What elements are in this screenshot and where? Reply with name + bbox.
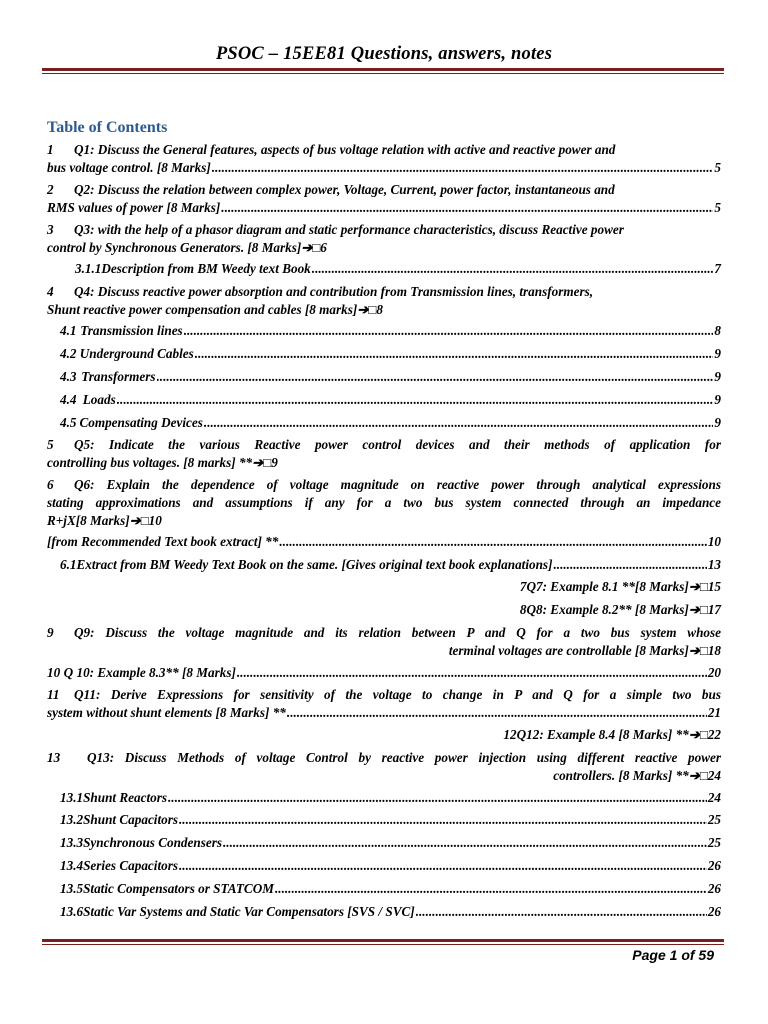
arrow-icon: ➔ bbox=[688, 643, 700, 658]
toc-page-number: 6 bbox=[320, 240, 327, 255]
toc-entry-13-2[interactable] bbox=[60, 811, 721, 829]
toc-entry-text: Q11: Derive Expressions for sensitivity of the voltage to change in P and Q for a simple two bus bbox=[74, 687, 721, 702]
toc-entry-2[interactable] bbox=[47, 181, 721, 217]
toc-entry-text: Q1: Discuss the General features, aspects of bus voltage relation with active and reactive power and bbox=[74, 142, 616, 157]
toc-entry-11[interactable] bbox=[47, 686, 721, 722]
toc-entry-number: 4.2 bbox=[60, 346, 77, 361]
toc-entry-number: 13.4 bbox=[60, 858, 84, 873]
footer-rule bbox=[42, 939, 724, 942]
toc-entry-text: Q6: Explain the dependence of voltage magnitude on reactive power through analytical expressions bbox=[74, 477, 721, 492]
box-glyph-icon: □ bbox=[368, 302, 377, 317]
toc-page-number: 9 bbox=[714, 415, 721, 430]
dot-leader bbox=[275, 880, 707, 898]
toc-entry-text: Transmission lines bbox=[80, 323, 183, 338]
toc-entry-text: bus voltage control. [8 Marks] bbox=[47, 160, 211, 175]
toc-entry-13-3[interactable] bbox=[60, 834, 721, 852]
box-glyph-icon: □ bbox=[699, 643, 708, 658]
toc-entry-number: 4.5 bbox=[60, 415, 77, 430]
toc-page-number: 15 bbox=[707, 579, 721, 594]
box-glyph-icon: □ bbox=[699, 768, 708, 783]
toc-entry-1[interactable] bbox=[47, 141, 721, 177]
toc-page-number: 9 bbox=[271, 455, 278, 470]
toc-entry-number: 13.1 bbox=[60, 790, 84, 805]
toc-entry-number: 13.6 bbox=[60, 904, 84, 919]
dot-leader bbox=[157, 368, 714, 386]
toc-entry-number: 6 bbox=[47, 477, 54, 492]
toc-entry-text: Q2: Discuss the relation between complex power, Voltage, Current, power factor, instantaneous and bbox=[74, 182, 615, 197]
toc-entry-number: 11 bbox=[47, 687, 60, 702]
toc-entry-text: R+jX[8 Marks] bbox=[47, 513, 130, 528]
toc-entry-text: Q12: Example 8.4 [8 Marks] ** bbox=[516, 727, 689, 742]
toc-page-number: 18 bbox=[707, 643, 721, 658]
toc-entry-text: Shunt Capacitors bbox=[83, 812, 178, 827]
toc-page-number: 5 bbox=[714, 200, 721, 215]
toc-entry-number: 4.3 bbox=[60, 369, 77, 384]
toc-entry-text: control by Synchronous Generators. [8 Marks] bbox=[47, 240, 302, 255]
toc-page-number: 22 bbox=[707, 727, 721, 742]
toc-entry-13-5[interactable] bbox=[60, 880, 721, 898]
arrow-icon: ➔ bbox=[688, 727, 700, 742]
toc-entry-text: Static Var Systems and Static Var Compensators [SVS / SVC] bbox=[83, 904, 415, 919]
toc-page-number: 5 bbox=[714, 160, 721, 175]
toc-entry-text: Underground Cables bbox=[79, 346, 194, 361]
toc-page-number: 20 bbox=[707, 665, 721, 680]
toc-entry-12[interactable] bbox=[47, 726, 721, 744]
toc-entry-3[interactable] bbox=[47, 221, 721, 257]
toc-entry-text: Loads bbox=[82, 392, 116, 407]
toc-page-number: 24 bbox=[707, 768, 721, 783]
toc-entry-text: Q5: Indicate the various Reactive power control devices and their methods of application for bbox=[74, 437, 721, 452]
toc-entry-number: 1 bbox=[47, 142, 54, 157]
arrow-icon: ➔ bbox=[688, 602, 700, 617]
box-glyph-icon: □ bbox=[699, 727, 708, 742]
toc-entry-text: Q3: with the help of a phasor diagram and static performance characteristics, discuss Reactive power bbox=[74, 222, 624, 237]
dot-leader bbox=[279, 533, 706, 551]
dot-leader bbox=[179, 811, 707, 829]
toc-entry-number: 12 bbox=[503, 727, 517, 742]
toc-entry-number: 2 bbox=[47, 182, 54, 197]
toc-page-number: 26 bbox=[707, 904, 721, 919]
toc-page-number: 17 bbox=[707, 602, 721, 617]
toc-entry-8[interactable] bbox=[47, 601, 721, 619]
toc-entry-text: Q4: Discuss reactive power absorption and contribution from Transmission lines, transformers, bbox=[74, 284, 594, 299]
toc-entry-4[interactable] bbox=[47, 283, 721, 319]
toc-entry-number: 3 bbox=[47, 222, 54, 237]
toc-entry-7[interactable] bbox=[47, 578, 721, 596]
toc-heading: Table of Contents bbox=[47, 119, 168, 136]
toc-entry-6[interactable] bbox=[47, 476, 721, 530]
dot-leader bbox=[553, 556, 706, 574]
toc-entry-text: Q8: Example 8.2** [8 Marks] bbox=[526, 602, 689, 617]
toc-page-number: 8 bbox=[714, 323, 721, 338]
toc-page-number: 9 bbox=[714, 346, 721, 361]
toc-page-number: 25 bbox=[707, 835, 721, 850]
toc-entry-4-5[interactable] bbox=[60, 414, 721, 432]
toc-entry-4-2[interactable] bbox=[60, 345, 721, 363]
arrow-icon: ➔ bbox=[688, 579, 700, 594]
toc-page-number: 13 bbox=[707, 557, 721, 572]
dot-leader bbox=[179, 857, 707, 875]
box-glyph-icon: □ bbox=[699, 579, 708, 594]
toc-page-number: 9 bbox=[714, 369, 721, 384]
toc-entry-number: 4 bbox=[47, 284, 54, 299]
toc-entry-text: [from Recommended Text book extract] ** bbox=[47, 534, 279, 549]
toc-page-number: 10 bbox=[148, 513, 162, 528]
toc-page-number: 21 bbox=[707, 705, 721, 720]
toc-entry-text: Q13: Discuss Methods of voltage Control by reactive power injection using different reactive power bbox=[87, 750, 721, 765]
toc-entry-text: Shunt Reactors bbox=[83, 790, 167, 805]
toc-entry-text: Synchronous Condensers bbox=[83, 835, 222, 850]
toc-entry-text: controllers. [8 Marks] ** bbox=[553, 768, 689, 783]
toc-entry-13-1[interactable] bbox=[60, 789, 721, 807]
dot-leader bbox=[416, 903, 707, 921]
toc-entry-number: 3.1.1 bbox=[75, 261, 102, 276]
dot-leader bbox=[212, 159, 714, 177]
toc-entry-number: 9 bbox=[47, 625, 54, 640]
toc-entry-10[interactable] bbox=[47, 664, 721, 682]
toc-entry-number: 4.1 bbox=[60, 323, 77, 338]
dot-leader bbox=[117, 391, 714, 409]
toc-entry-number: 5 bbox=[47, 437, 54, 452]
toc-entry-number: 4.4 bbox=[60, 392, 77, 407]
dot-leader bbox=[221, 199, 713, 217]
toc-entry-text: Shunt reactive power compensation and cables [8 marks] bbox=[47, 302, 358, 317]
toc-page-number: 24 bbox=[707, 790, 721, 805]
arrow-icon: ➔ bbox=[129, 513, 141, 528]
toc-page-number: 10 bbox=[707, 534, 721, 549]
page-number-footer: Page 1 of 59 bbox=[632, 947, 714, 963]
toc-entry-text: RMS values of power [8 Marks] bbox=[47, 200, 221, 215]
dot-leader bbox=[287, 704, 707, 722]
box-glyph-icon: □ bbox=[699, 602, 708, 617]
toc-page-number: 7 bbox=[714, 261, 721, 276]
arrow-icon: ➔ bbox=[688, 768, 700, 783]
toc-entry-6-extract[interactable] bbox=[47, 533, 721, 551]
toc-entry-number: 10 bbox=[47, 665, 61, 680]
toc-entry-text: Static Compensators or STATCOM bbox=[83, 881, 274, 896]
dot-leader bbox=[223, 834, 707, 852]
toc-entry-number: 13 bbox=[47, 750, 61, 765]
toc-entry-text: Q7: Example 8.1 **[8 Marks] bbox=[526, 579, 689, 594]
toc-entry-9[interactable] bbox=[47, 624, 721, 660]
toc-entry-text: Description from BM Weedy text Book bbox=[101, 261, 311, 276]
toc-page-number: 26 bbox=[707, 881, 721, 896]
dot-leader bbox=[184, 322, 714, 340]
dot-leader bbox=[204, 414, 714, 432]
arrow-icon: ➔ bbox=[252, 455, 264, 470]
toc-entry-text: terminal voltages are controllable [8 Marks] bbox=[448, 643, 689, 658]
toc-entry-number: 6.1 bbox=[60, 557, 77, 572]
toc-entry-5[interactable] bbox=[47, 436, 721, 472]
toc-entry-6-1[interactable] bbox=[60, 556, 721, 574]
toc-entry-number: 8 bbox=[519, 602, 527, 617]
arrow-icon: ➔ bbox=[357, 302, 369, 317]
toc-entry-3-1-1[interactable] bbox=[75, 260, 721, 278]
arrow-icon: ➔ bbox=[301, 240, 313, 255]
box-glyph-icon: □ bbox=[140, 513, 149, 528]
toc-entry-number: 13.5 bbox=[60, 881, 84, 896]
toc-entry-4-1[interactable] bbox=[60, 322, 721, 340]
toc-entry-text: stating approximations and assumptions if any for a two bus system connected through an impedance bbox=[47, 495, 721, 510]
toc-page-number: 9 bbox=[714, 392, 721, 407]
toc-entry-number: 13.3 bbox=[60, 835, 84, 850]
dot-leader bbox=[195, 345, 714, 363]
toc-entry-number: 13.2 bbox=[60, 812, 84, 827]
toc-entry-13[interactable] bbox=[47, 749, 721, 785]
toc-entry-text: Transformers bbox=[81, 369, 156, 384]
toc-entry-text: Q9: Discuss the voltage magnitude and its relation between P and Q for a two bus system whose bbox=[74, 625, 721, 640]
toc-entry-13-6[interactable] bbox=[60, 903, 721, 921]
toc-entry-text: Compensating Devices bbox=[79, 415, 203, 430]
toc-entry-text: system without shunt elements [8 Marks] ** bbox=[47, 705, 286, 720]
toc-page-number: 25 bbox=[707, 812, 721, 827]
dot-leader bbox=[168, 789, 707, 807]
toc-entry-4-3[interactable] bbox=[60, 368, 721, 386]
box-glyph-icon: □ bbox=[263, 455, 272, 470]
toc-entry-4-4[interactable] bbox=[60, 391, 721, 409]
dot-leader bbox=[312, 260, 714, 278]
toc-entry-13-4[interactable] bbox=[60, 857, 721, 875]
footer-rule-thin bbox=[42, 944, 724, 945]
document-header-title: PSOC – 15EE81 Questions, answers, notes bbox=[215, 44, 553, 64]
box-glyph-icon: □ bbox=[312, 240, 321, 255]
toc-entry-text: Q 10: Example 8.3** [8 Marks] bbox=[63, 665, 236, 680]
toc-entry-text: Series Capacitors bbox=[83, 858, 178, 873]
toc-entry-text: controlling bus voltages. [8 marks] ** bbox=[47, 455, 253, 470]
toc-entry-text: Extract from BM Weedy Text Book on the same. [Gives original text book explanations] bbox=[76, 557, 553, 572]
toc-page-number: 26 bbox=[707, 858, 721, 873]
toc-page-number: 8 bbox=[376, 302, 383, 317]
toc-entry-number: 7 bbox=[519, 579, 527, 594]
dot-leader bbox=[237, 664, 707, 682]
